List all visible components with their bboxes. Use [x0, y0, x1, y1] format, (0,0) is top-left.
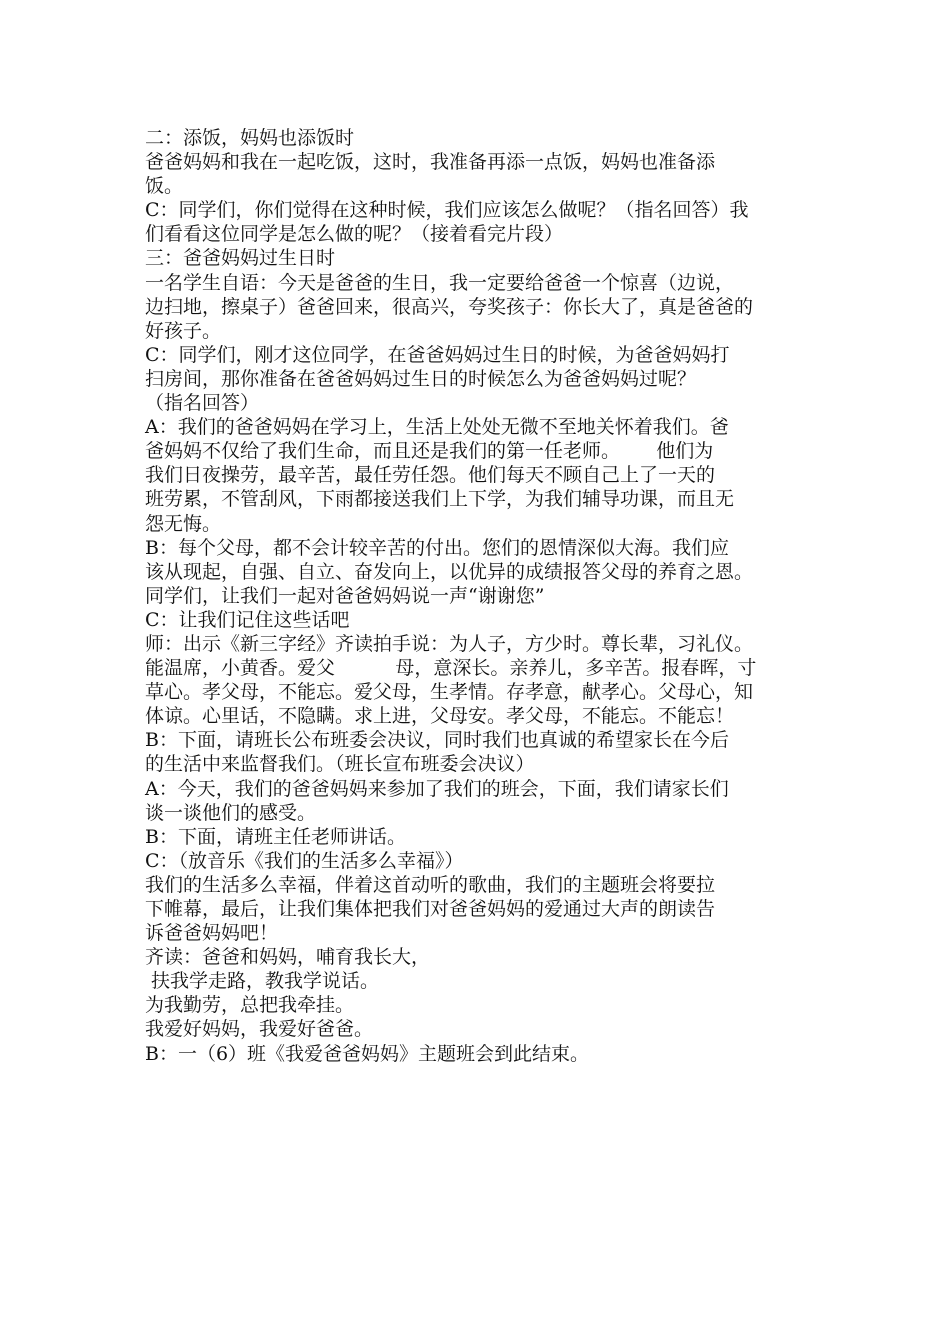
document-body [145, 126, 815, 1066]
text-line: C：同学们，刚才这位同学，在爸爸妈妈过生日的时候，为爸爸妈妈打 [145, 343, 730, 366]
text-line: 我爱好妈妈，我爱好爸爸。 [145, 1018, 374, 1041]
text-line: 怨无悔。 [145, 512, 222, 535]
text-line: B：下面，请班主任老师讲话。 [145, 825, 406, 848]
text-line: 体谅。心里话，不隐瞒。求上进，父母安。孝父母，不能忘。不能忘！ [145, 705, 735, 728]
text-line: 好孩子。 [145, 319, 222, 342]
text-line: 们看看这位同学是怎么做的呢？（接着看完片段） [145, 223, 564, 246]
text-line: 二：添饭，妈妈也添饭时 [145, 127, 355, 149]
text-line: 边扫地，擦桌子）爸爸回来，很高兴，夸奖孩子：你长大了，真是爸爸的 [145, 295, 754, 318]
text-line: 同学们，让我们一起对爸爸妈妈说一声“谢谢您” [145, 584, 545, 607]
text-line: B：一（6）班《我爱爸爸妈妈》主题班会到此结束。 [145, 1042, 590, 1065]
text-line: 为我勤劳，总把我牵挂。 [145, 994, 355, 1017]
text-line: 爸爸妈妈和我在一起吃饭，这时，我准备再添一点饭，妈妈也准备添 [145, 151, 716, 174]
text-line: 扶我学走路，教我学说话。 [145, 970, 380, 993]
text-line: 我们日夜操劳，最辛苦，最任劳任怨。他们每天不顾自己上了一天的 [145, 464, 716, 487]
text-line: C：（放音乐《我们的生活多么幸福》） [145, 849, 464, 872]
text-line: A：我们的爸爸妈妈在学习上，生活上处处无微不至地关怀着我们。爸 [145, 416, 729, 439]
text-line: 三：爸爸妈妈过生日时 [145, 247, 336, 270]
text-line: 的生活中来监督我们。（班长宣布班委会决议） [145, 753, 535, 776]
text-line: 一名学生自语：今天是爸爸的生日，我一定要给爸爸一个惊喜（边说， [145, 271, 735, 294]
text-line: A：今天，我们的爸爸妈妈来参加了我们的班会，下面，我们请家长们 [145, 777, 729, 800]
text-line: 草心。孝父母，不能忘。爱父母，生孝情。存孝意，献孝心。父母心，知 [145, 681, 754, 704]
text-line: 下帷幕，最后，让我们集体把我们对爸爸妈妈的爱通过大声的朗读告 [145, 898, 716, 920]
text-line: 我们的生活多么幸福，伴着这首动听的歌曲，我们的主题班会将要拉 [145, 873, 716, 896]
text-line: 师：出示《新三字经》齐读拍手说：为人子，方少时。尊长辈，习礼仪。 [145, 632, 754, 655]
text-line: 能温席，小黄香。爱父 母，意深长。亲养儿，多辛苦。报春晖，寸 [145, 657, 757, 680]
text-line: （指名回答） [145, 392, 260, 415]
text-line: 该从现起，自强、自立、奋发向上，以优异的成绩报答父母的养育之恩。 [145, 560, 754, 583]
text-line: 扫房间，那你准备在爸爸妈妈过生日的时候怎么为爸爸妈妈过呢？ [145, 367, 697, 390]
text-line: B：每个父母，都不会计较辛苦的付出。您们的恩情深似大海。我们应 [145, 536, 729, 559]
text-line: 班劳累，不管刮风，下雨都接送我们上下学，为我们辅导功课，而且无 [145, 488, 735, 511]
text-line: 饭。 [145, 175, 184, 198]
text-line: 谈一谈他们的感受。 [145, 801, 317, 824]
text-line: 齐读：爸爸和妈妈，哺育我长大， [145, 946, 431, 969]
text-line: C：让我们记住这些话吧 [145, 608, 350, 631]
text-line: 爸妈妈不仅给了我们生命，而且还是我们的第一任老师。 他们为 [145, 440, 714, 463]
text-line: B：下面，请班长公布班委会决议，同时我们也真诚的希望家长在今后 [145, 729, 729, 752]
text-line: 诉爸爸妈妈吧！ [145, 922, 279, 945]
text-line: C：同学们，你们觉得在这种时候，我们应该怎么做呢？（指名回答）我 [145, 199, 749, 222]
